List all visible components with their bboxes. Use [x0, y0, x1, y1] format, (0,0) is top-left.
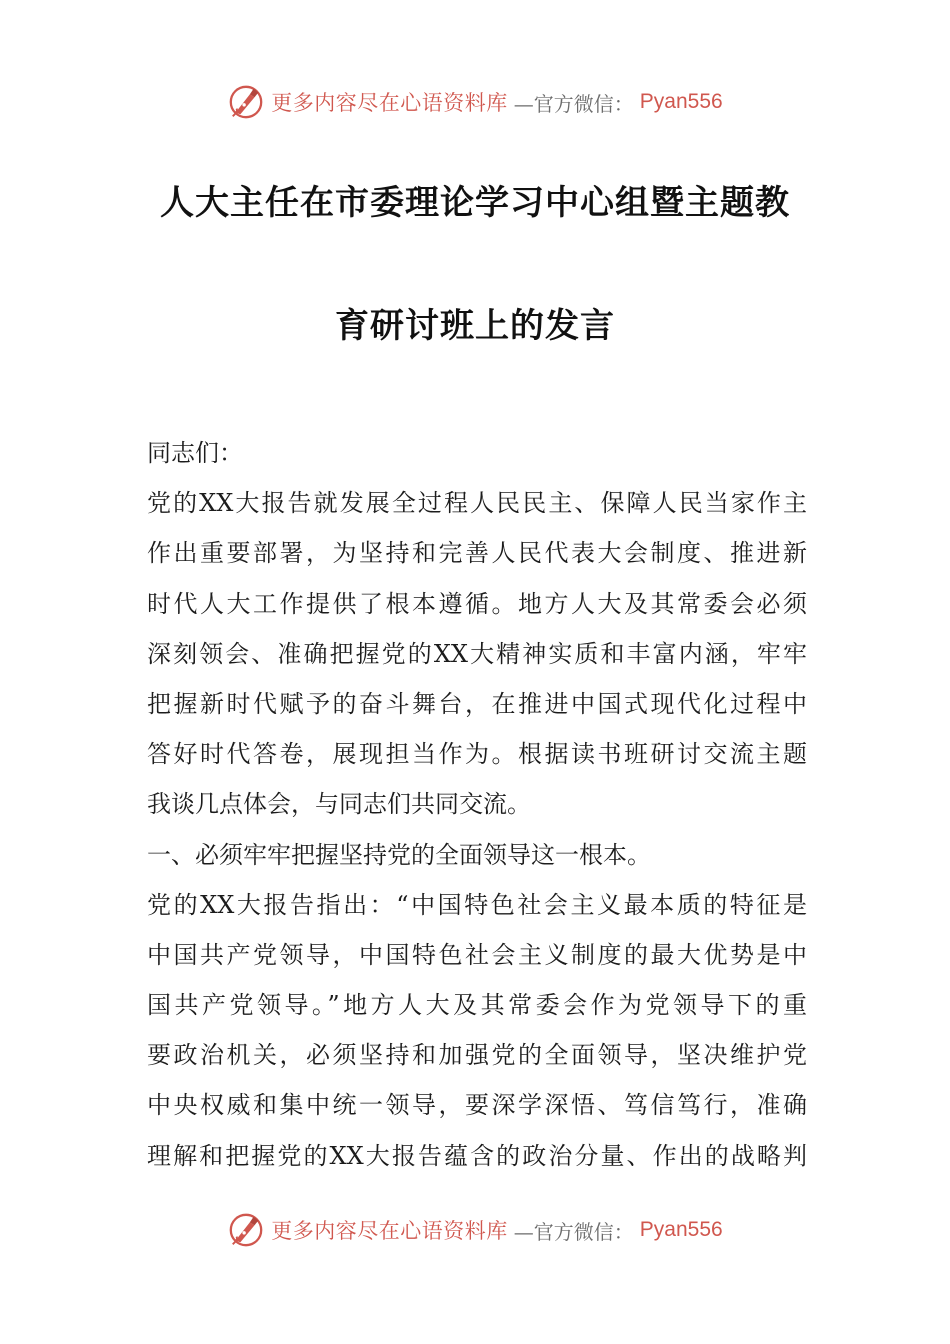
footer-banner: [0, 1208, 950, 1252]
pen-nib-logo-icon: [227, 1211, 265, 1249]
body-line: 中央权威和集中统一领导，要深学深悟、笃信笃行，准确: [147, 1091, 807, 1120]
header-banner: [0, 80, 950, 124]
pen-nib-logo-icon: [227, 83, 265, 121]
page-title-line-1: 人大主任在市委理论学习中心组暨主题教: [160, 183, 790, 223]
banner-wechat-label: —官方微信：: [513, 91, 634, 116]
body-line: 答好时代答卷，展现担当作为。根据读书班研讨交流主题: [147, 740, 807, 769]
section-heading: 一、必须牢牢把握坚持党的全面领导这一根本。: [147, 840, 651, 869]
salutation: 同志们：: [147, 439, 243, 467]
body-line: 时代人大工作提供了根本遵循。地方人大及其常委会必须: [147, 589, 807, 618]
body-line: 党的XX大报告就发展全过程人民民主、保障人民当家作主: [147, 489, 807, 518]
body-line: 我谈几点体会，与同志们共同交流。: [147, 790, 531, 819]
body-line: 理解和把握党的XX大报告蕴含的政治分量、作出的战略判: [147, 1141, 807, 1170]
banner-wechat-label: —官方微信：: [513, 1219, 634, 1244]
body-line: 深刻领会、准确把握党的XX大精神实质和丰富内涵，牢牢: [147, 639, 807, 668]
document-body: [147, 428, 807, 1181]
banner-text: 更多内容尽在心语资料库: [271, 1219, 508, 1243]
body-line: 党的XX大报告指出：“中国特色社会主义最本质的特征是: [147, 890, 807, 919]
body-line: 中国共产党领导，中国特色社会主义制度的最大优势是中: [147, 940, 807, 969]
banner-wechat-id: Pyan556: [639, 1218, 723, 1241]
banner-wechat-id: Pyan556: [639, 90, 723, 113]
page-title-line-2: 育研讨班上的发言: [335, 306, 615, 346]
body-line: 国共产党领导。”地方人大及其常委会作为党领导下的重: [147, 991, 807, 1020]
body-line: 要政治机关，必须坚持和加强党的全面领导，坚决维护党: [147, 1041, 807, 1070]
body-line: 作出重要部署，为坚持和完善人民代表大会制度、推进新: [147, 539, 807, 568]
banner-text: 更多内容尽在心语资料库: [271, 91, 508, 115]
body-line: 把握新时代赋予的奋斗舞台，在推进中国式现代化过程中: [147, 689, 807, 718]
